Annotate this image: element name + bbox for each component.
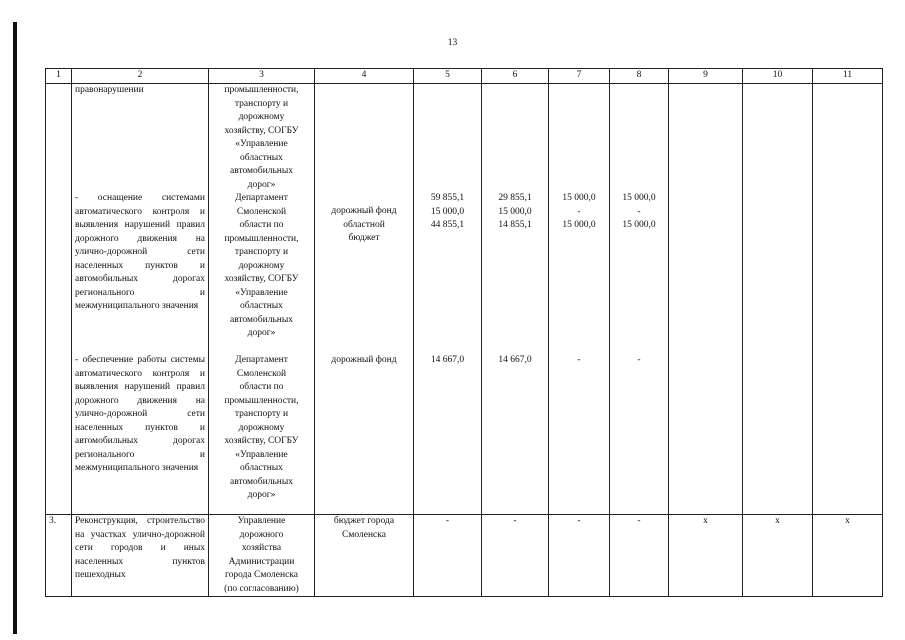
amount-cell: -	[549, 515, 610, 597]
measure-text: правонарушении	[75, 85, 144, 95]
amount-year: 15 000,0 - 15 000,0	[562, 193, 596, 230]
indicator-cell	[669, 84, 743, 515]
amount-total: 59 855,1 15 000,0 44 855,1	[430, 193, 465, 230]
indicator-cell: х	[743, 515, 813, 597]
row-number-cell	[46, 84, 72, 515]
header-cell: 1	[46, 69, 72, 84]
header-row	[46, 69, 883, 84]
header-cell: 5	[414, 69, 482, 84]
amount-cell: -	[482, 515, 549, 597]
executor-text: промышленности, транспорту и дорожному хозяйству, СОГБУ «Управление областных автомобильных дорог»	[224, 85, 299, 190]
amount-year: -	[577, 355, 581, 365]
amount-year: -	[637, 355, 641, 365]
executor-cell	[209, 84, 315, 515]
indicator-cell: х	[813, 515, 883, 597]
source-cell	[315, 84, 414, 515]
amount-cell	[549, 84, 610, 515]
amount-cell: -	[414, 515, 482, 597]
page-binding-edge	[13, 22, 17, 634]
amount-year: 15 000,0 - 15 000,0	[622, 193, 656, 230]
amount-total: 14 667,0	[430, 355, 465, 365]
header-cell: 11	[813, 69, 883, 84]
executor-text: Департамент Смоленской области по промышленности, транспорту и дорожному хозяйству, СОГБУ «Управление областных автомобильных дорог»	[224, 193, 299, 338]
program-table	[45, 68, 883, 597]
measure-cell	[72, 84, 209, 515]
amount-cell	[482, 84, 549, 515]
measure-text: - обеспечение работы системы автоматического контроля и выявления нарушений правил дорожного движения на улично-дорожной сети населенных пунктов и автомобильных дорогах регионального и межмуниципального значения	[75, 355, 205, 473]
row-number-cell: 3.	[46, 515, 72, 597]
measure-cell: Реконструкция, строительство на участках улично-дорожной сети городов и иных населенных пунктов пешеходных	[72, 515, 209, 597]
header-cell: 6	[482, 69, 549, 84]
header-cell: 7	[549, 69, 610, 84]
executor-text: Департамент Смоленской области по промышленности, транспорту и дорожному хозяйству, СОГБУ «Управление областных автомобильных дорог»	[224, 355, 299, 500]
header-cell: 10	[743, 69, 813, 84]
indicator-cell	[743, 84, 813, 515]
table-row	[46, 84, 883, 515]
header-cell: 8	[610, 69, 669, 84]
amount-cell: -	[610, 515, 669, 597]
header-cell: 3	[209, 69, 315, 84]
header-cell: 9	[669, 69, 743, 84]
executor-cell: Управление дорожного хозяйства Администрации города Смоленска (по согласованию)	[209, 515, 315, 597]
source-text: дорожный фонд	[331, 355, 397, 365]
header-cell: 2	[72, 69, 209, 84]
indicator-cell	[813, 84, 883, 515]
amount-cell	[414, 84, 482, 515]
table-row	[46, 515, 883, 597]
amount-cell	[610, 84, 669, 515]
source-text: дорожный фонд областной бюджет	[331, 206, 397, 243]
measure-text: - оснащение системами автоматического контроля и выявления нарушений правил дорожного движения на улично-дорожной сети населенных пунктов и автомобильных дорогах регионального и межмуниципального значения	[75, 193, 205, 311]
indicator-cell: х	[669, 515, 743, 597]
amount-year: 14 667,0	[498, 355, 532, 365]
source-cell: бюджет города Смоленска	[315, 515, 414, 597]
page-number: 13	[447, 38, 458, 48]
header-cell: 4	[315, 69, 414, 84]
amount-year: 29 855,1 15 000,0 14 855,1	[498, 193, 532, 230]
